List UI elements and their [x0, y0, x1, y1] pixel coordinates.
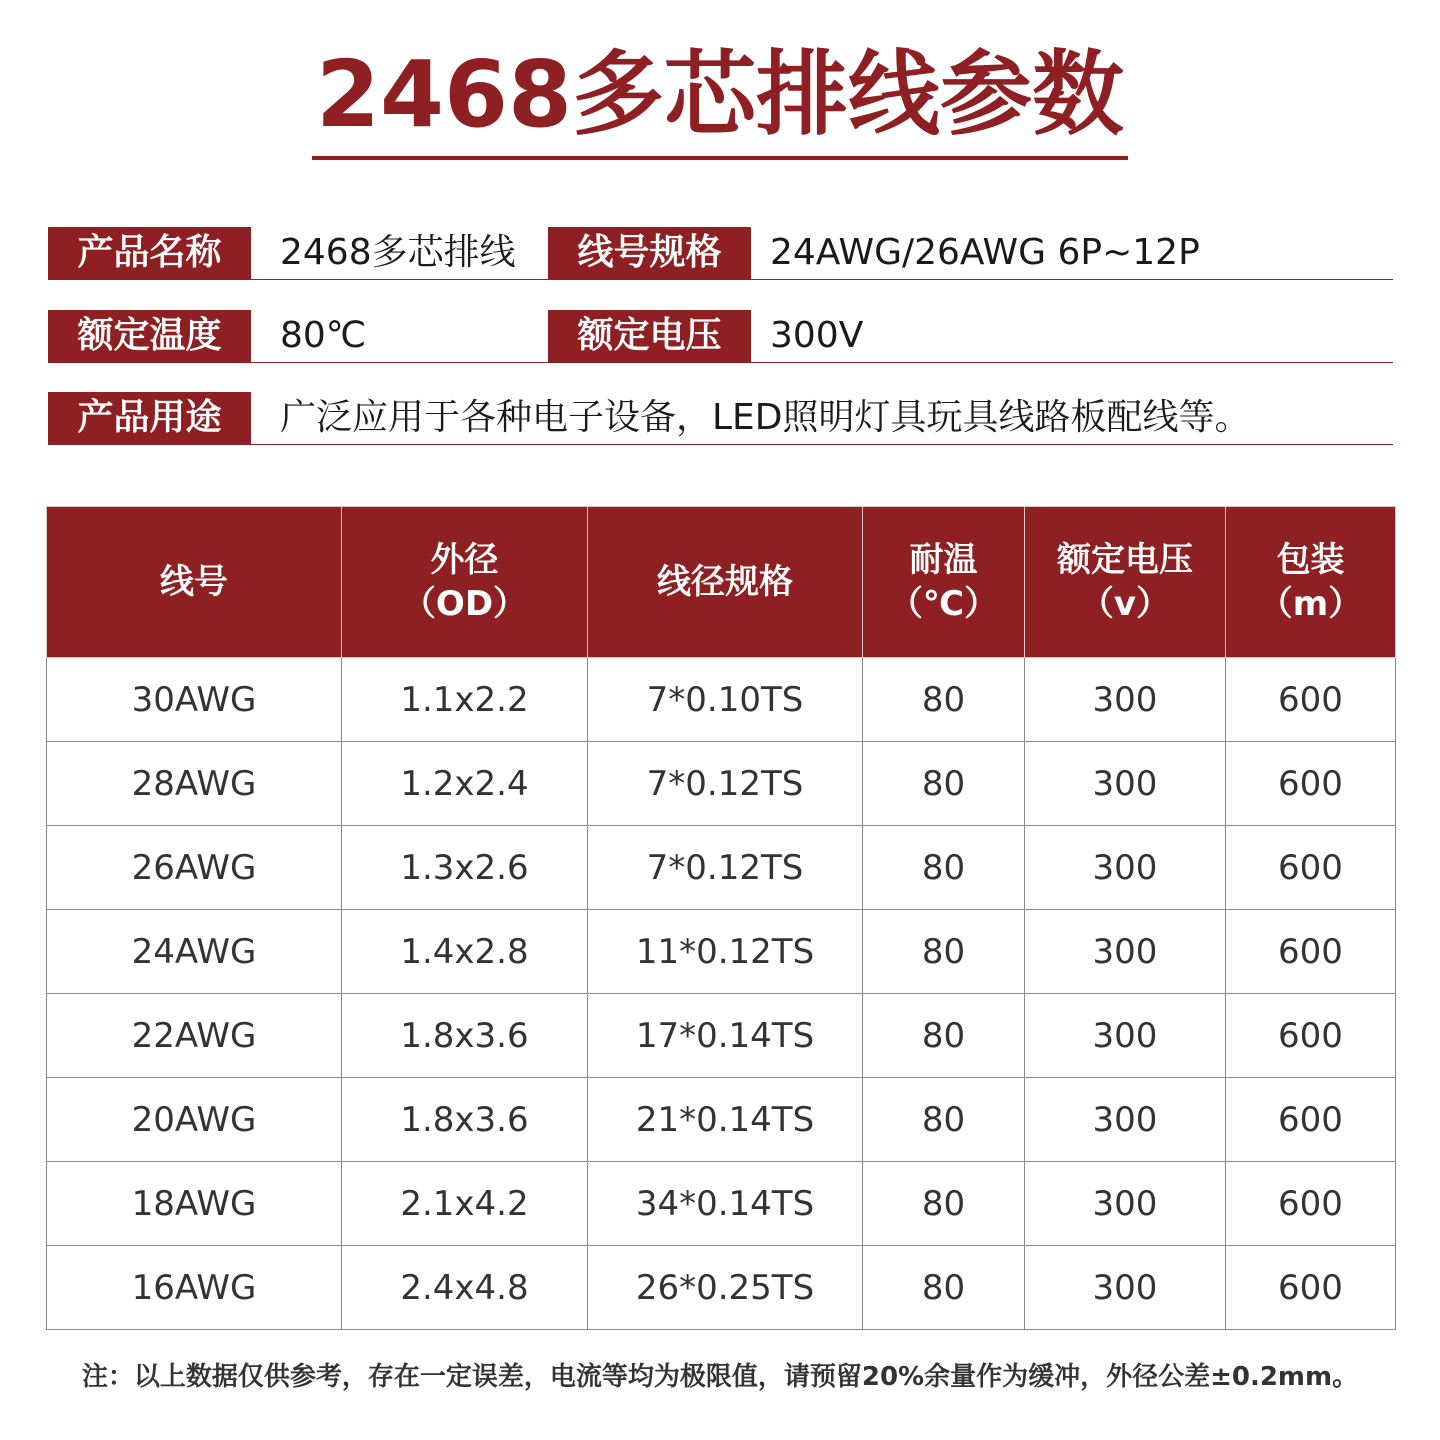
cell-temp: 80	[863, 826, 1025, 910]
cell-gauge: 24AWG	[47, 910, 342, 994]
header-od-unit: （OD）	[401, 584, 528, 624]
cell-temp: 80	[863, 742, 1025, 826]
cell-package: 600	[1226, 1162, 1396, 1246]
table-row	[47, 1162, 1396, 1246]
cell-gauge: 16AWG	[47, 1246, 342, 1330]
cell-conductor: 7*0.12TS	[588, 826, 863, 910]
rated-temp-value: 80℃	[280, 315, 367, 356]
header-voltage-label: 额定电压	[1057, 540, 1193, 580]
header-temp-unit: （℃）	[888, 584, 999, 624]
table-header-row	[47, 507, 1396, 658]
cell-od: 1.1x2.2	[342, 658, 588, 742]
cell-package: 600	[1226, 994, 1396, 1078]
header-temp	[863, 507, 1025, 658]
info-row-temp-voltage	[48, 310, 1393, 363]
cell-conductor: 11*0.12TS	[588, 910, 863, 994]
table-row	[47, 994, 1396, 1078]
cell-gauge: 18AWG	[47, 1162, 342, 1246]
cell-gauge: 28AWG	[47, 742, 342, 826]
cell-od: 1.3x2.6	[342, 826, 588, 910]
header-package-label: 包装	[1276, 540, 1345, 580]
cell-gauge: 26AWG	[47, 826, 342, 910]
info-row-usage	[48, 392, 1393, 445]
cell-voltage: 300	[1025, 994, 1226, 1078]
header-voltage	[1025, 507, 1226, 658]
usage-value: 广泛应用于各种电子设备，LED照明灯具玩具线路板配线等。	[280, 397, 1251, 438]
cell-voltage: 300	[1025, 826, 1226, 910]
header-od	[342, 507, 588, 658]
cell-gauge: 20AWG	[47, 1078, 342, 1162]
cell-voltage: 300	[1025, 1162, 1226, 1246]
cell-conductor: 26*0.25TS	[588, 1246, 863, 1330]
table-row	[47, 826, 1396, 910]
product-name-label: 产品名称	[48, 227, 251, 279]
product-name-value: 2468多芯排线	[280, 232, 516, 273]
cell-conductor: 34*0.14TS	[588, 1162, 863, 1246]
cell-od: 1.8x3.6	[342, 1078, 588, 1162]
cell-od: 1.4x2.8	[342, 910, 588, 994]
header-package	[1226, 507, 1396, 658]
page-title: 2468多芯排线参数	[312, 40, 1128, 160]
cell-package: 600	[1226, 658, 1396, 742]
cell-conductor: 17*0.14TS	[588, 994, 863, 1078]
cell-od: 2.1x4.2	[342, 1162, 588, 1246]
cell-conductor: 7*0.10TS	[588, 658, 863, 742]
cell-temp: 80	[863, 910, 1025, 994]
cell-temp: 80	[863, 1078, 1025, 1162]
header-voltage-unit: （v）	[1079, 584, 1171, 624]
cell-voltage: 300	[1025, 910, 1226, 994]
cell-gauge: 30AWG	[47, 658, 342, 742]
cell-voltage: 300	[1025, 1078, 1226, 1162]
title-container	[0, 40, 1440, 160]
cell-voltage: 300	[1025, 742, 1226, 826]
header-conductor-label: 线径规格	[657, 562, 793, 602]
header-conductor	[588, 507, 863, 658]
rated-voltage-value: 300V	[770, 315, 864, 356]
cell-gauge: 22AWG	[47, 994, 342, 1078]
info-row-name-spec	[48, 227, 1393, 280]
table-row	[47, 1246, 1396, 1330]
footnote: 注：以上数据仅供参考，存在一定误差，电流等均为极限值，请预留20%余量作为缓冲，外径公差±0.2mm。	[81, 1362, 1359, 1392]
gauge-spec-label: 线号规格	[548, 227, 751, 279]
table-row	[47, 1078, 1396, 1162]
cell-voltage: 300	[1025, 1246, 1226, 1330]
cell-od: 1.8x3.6	[342, 994, 588, 1078]
cell-package: 600	[1226, 742, 1396, 826]
header-temp-label: 耐温	[909, 540, 978, 580]
table-row	[47, 910, 1396, 994]
header-package-unit: （m）	[1258, 584, 1363, 624]
cell-temp: 80	[863, 658, 1025, 742]
cell-package: 600	[1226, 826, 1396, 910]
cell-package: 600	[1226, 1246, 1396, 1330]
table-row	[47, 658, 1396, 742]
gauge-spec-value: 24AWG/26AWG 6P~12P	[770, 232, 1200, 273]
usage-label: 产品用途	[48, 392, 251, 444]
rated-temp-label: 额定温度	[48, 310, 251, 362]
spec-table	[46, 506, 1396, 1330]
cell-package: 600	[1226, 1078, 1396, 1162]
cell-temp: 80	[863, 1246, 1025, 1330]
cell-temp: 80	[863, 1162, 1025, 1246]
header-od-label: 外径	[430, 540, 499, 580]
header-gauge	[47, 507, 342, 658]
rated-voltage-label: 额定电压	[548, 310, 751, 362]
table-row	[47, 742, 1396, 826]
cell-package: 600	[1226, 910, 1396, 994]
cell-conductor: 7*0.12TS	[588, 742, 863, 826]
header-gauge-label: 线号	[160, 562, 228, 602]
cell-od: 1.2x2.4	[342, 742, 588, 826]
cell-od: 2.4x4.8	[342, 1246, 588, 1330]
cell-temp: 80	[863, 994, 1025, 1078]
cell-conductor: 21*0.14TS	[588, 1078, 863, 1162]
cell-voltage: 300	[1025, 658, 1226, 742]
